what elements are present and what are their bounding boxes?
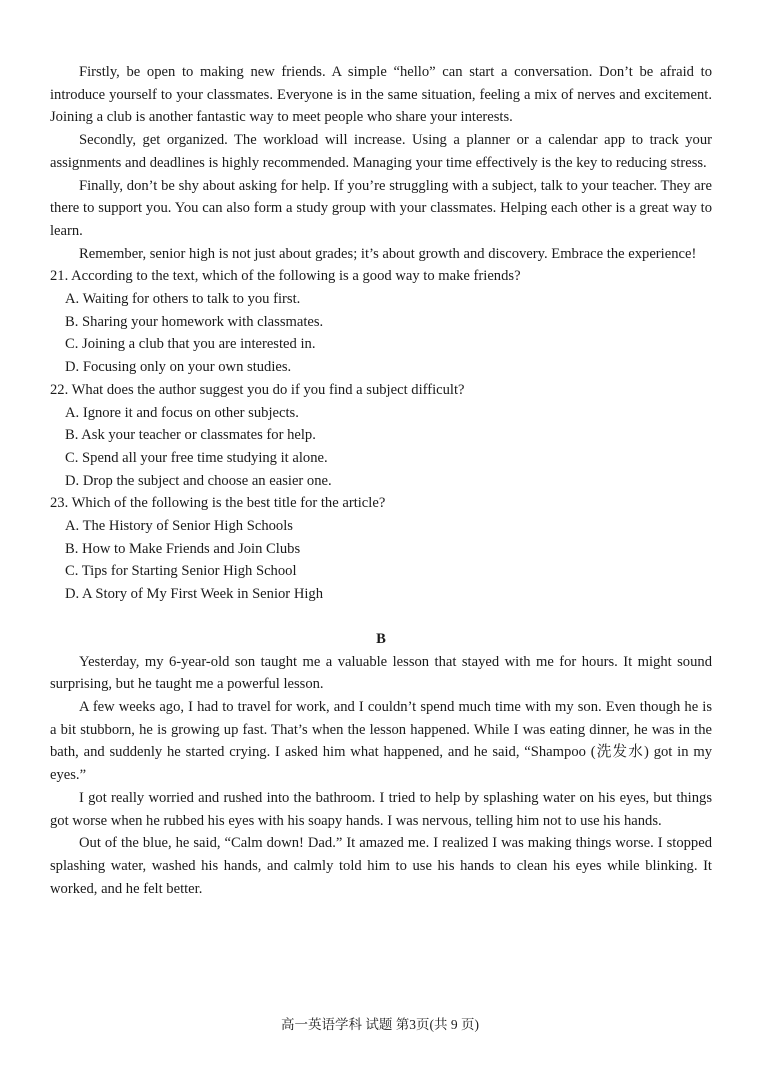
option-list: [50, 288, 712, 379]
passage-b-paragraph-1: Yesterday, my 6-year-old son taught me a valuable lesson that stayed with me for hours. It might sound surprising, but he taught me a powerful lesson.: [50, 653, 712, 693]
question-stem: 21. According to the text, which of the following is a good way to make friends?: [50, 268, 521, 285]
option-b: B. Ask your teacher or classmates for help.: [65, 427, 316, 444]
passage-b-paragraph-3: I got really worried and rushed into the bathroom. I tried to help by splashing water on his eyes, but things got worse when he rubbed his eyes with his soapy hands. I was nervous, telling him not to use his hands.: [50, 789, 712, 829]
option-a: A. Ignore it and focus on other subjects.: [65, 404, 299, 421]
option-list: [50, 402, 712, 493]
passage-a-paragraph-4: Remember, senior high is not just about grades; it’s about growth and discovery. Embrace the experience!: [79, 245, 697, 262]
passage-a-paragraph-2: Secondly, get organized. The workload will increase. Using a planner or a calendar app to track your assignments and deadlines is highly recommended. Managing your time effectively is the key to reducing stress.: [50, 132, 712, 171]
question-22: [50, 379, 712, 493]
question-stem: 23. Which of the following is the best title for the article?: [50, 495, 386, 512]
passage-a-paragraph-3: Finally, don’t be shy about asking for help. If you’re struggling with a subject, talk to your teacher. They are there to support you. You can also form a study group with your classmates. Helping each other is a great way to learn.: [50, 177, 712, 239]
option-d: D. A Story of My First Week in Senior High: [65, 586, 324, 603]
option-b: B. Sharing your homework with classmates.: [65, 313, 324, 330]
option-c: C. Tips for Starting Senior High School: [65, 563, 297, 580]
option-d: D. Drop the subject and choose an easier one.: [65, 472, 332, 489]
passage-a-paragraph-1: Firstly, be open to making new friends. A simple “hello” can start a conversation. Don’t be afraid to introduce yourself to your classmates. Everyone is in the same situation, feeling a mix of nerves and excitement. Joining a club is another fantastic way to meet people who share your interests.: [50, 64, 712, 126]
question-21: [50, 265, 712, 379]
question-23: [50, 492, 712, 606]
question-stem: 22. What does the author suggest you do if you find a subject difficult?: [50, 381, 465, 398]
passage-b-paragraph-4: Out of the blue, he said, “Calm down! Dad.” It amazed me. I realized I was making things worse. I stopped splashing water, washed his hands, and calmly told him to use his hands to clean his eyes while blinking. It worked, and he felt better.: [50, 835, 712, 897]
option-c: C. Spend all your free time studying it alone.: [65, 449, 328, 466]
option-a: A. Waiting for others to talk to you first.: [65, 291, 301, 308]
exam-page: [50, 61, 712, 900]
page-footer: 高一英语学科 试题 第3页(共 9 页): [281, 1017, 479, 1032]
section-b-heading: B: [376, 630, 386, 647]
option-d: D. Focusing only on your own studies.: [65, 359, 292, 376]
passage-a: [50, 61, 712, 265]
passage-b-paragraph-2: A few weeks ago, I had to travel for work, and I couldn’t spend much time with my son. Even though he is a bit stubborn, he is growing up fast. That’s when the lesson happened. While I was eating dinner, he was in the bath, and suddenly he started crying. I asked him what happened, and he said, “Shampoo (洗发水) got in my eyes.”: [50, 698, 712, 784]
passage-b: [50, 651, 712, 901]
option-c: C. Joining a club that you are interested in.: [65, 336, 316, 353]
option-list: [50, 515, 712, 606]
option-b: B. How to Make Friends and Join Clubs: [65, 540, 301, 557]
option-a: A. The History of Senior High Schools: [65, 518, 293, 535]
